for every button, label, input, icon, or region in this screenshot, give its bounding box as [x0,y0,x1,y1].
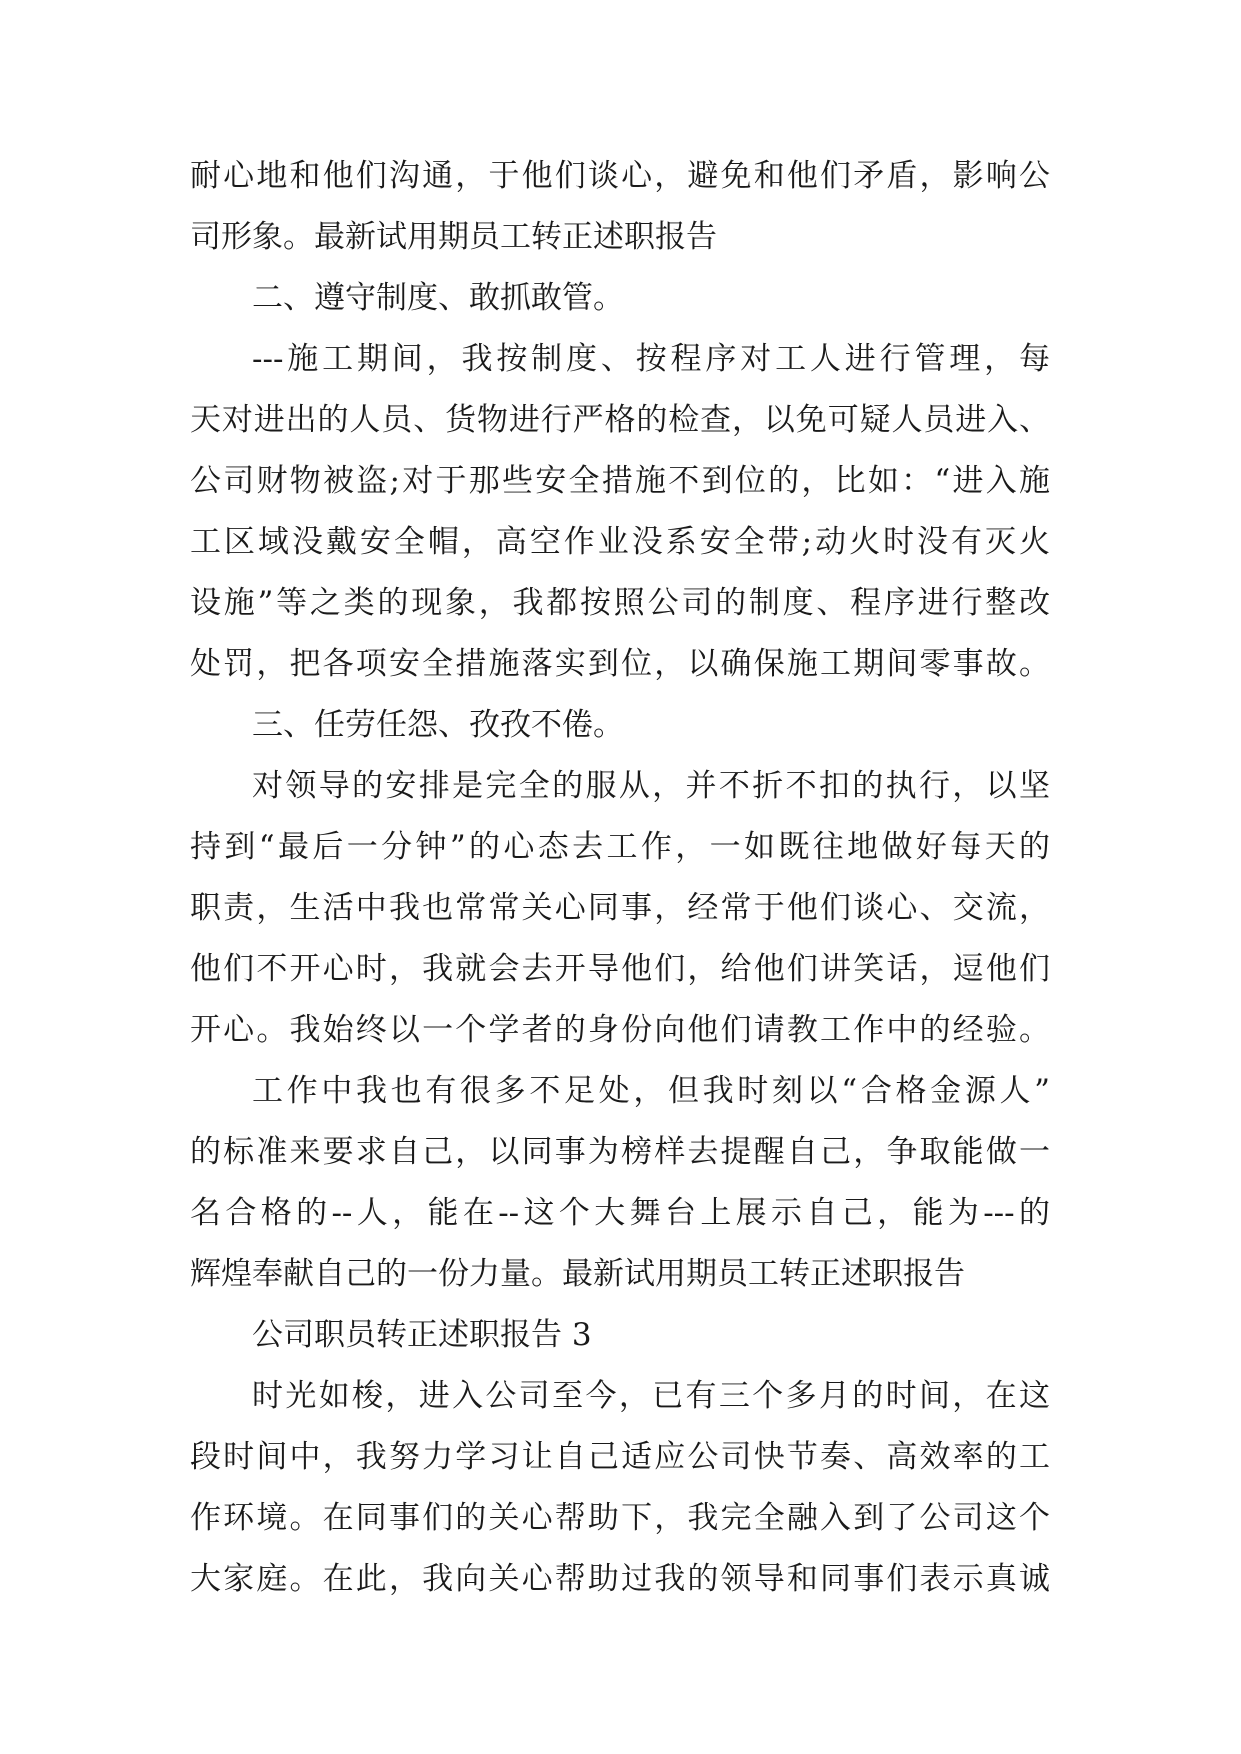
text-line: 作环境。在同事们的关心帮助下，我完全融入到了公司这个 [190,1500,1050,1536]
text-line: 公司财物被盗;对于那些安全措施不到位的，比如：“进入施 [190,463,1050,499]
text-line: 司形象。最新试用期员工转正述职报告 [190,219,717,255]
text-line: 对领导的安排是完全的服从，并不折不扣的执行，以坚 [252,768,1050,804]
text-line: 工作中我也有很多不足处，但我时刻以“合格金源人” [252,1073,1050,1109]
text-line: ---施工期间，我按制度、按程序对工人进行管理，每 [252,341,1050,377]
text-line: 的标准来要求自己，以同事为榜样去提醒自己，争取能做一 [190,1134,1050,1170]
text-line: 他们不开心时，我就会去开导他们，给他们讲笑话，逗他们 [190,951,1050,987]
text-line: 设施”等之类的现象，我都按照公司的制度、程序进行整改 [190,585,1050,621]
text-line: 公司职员转正述职报告 3 [252,1317,592,1353]
text-line: 时光如梭，进入公司至今，已有三个多月的时间，在这 [252,1378,1050,1414]
text-line: 工区域没戴安全帽，高空作业没系安全带;动火时没有灭火 [190,524,1050,560]
text-line: 辉煌奉献自己的一份力量。最新试用期员工转正述职报告 [190,1256,965,1292]
text-line: 职责，生活中我也常常关心同事，经常于他们谈心、交流， [190,890,1050,926]
text-line: 名合格的--人，能在--这个大舞台上展示自己，能为---的 [190,1195,1050,1231]
document-body [190,146,1050,1610]
text-line: 大家庭。在此，我向关心帮助过我的领导和同事们表示真诚 [190,1561,1050,1597]
text-line: 开心。我始终以一个学者的身份向他们请教工作中的经验。 [190,1012,1050,1048]
text-line: 处罚，把各项安全措施落实到位，以确保施工期间零事故。 [190,646,1050,682]
text-line: 持到“最后一分钟”的心态去工作，一如既往地做好每天的 [190,829,1050,865]
text-line: 段时间中，我努力学习让自己适应公司快节奏、高效率的工 [190,1439,1050,1475]
text-line: 二、遵守制度、敢抓敢管。 [252,280,624,316]
text-line: 三、任劳任怨、孜孜不倦。 [252,707,624,743]
text-line: 耐心地和他们沟通，于他们谈心，避免和他们矛盾，影响公 [190,158,1050,194]
text-line: 天对进出的人员、货物进行严格的检查，以免可疑人员进入、 [190,402,1050,438]
